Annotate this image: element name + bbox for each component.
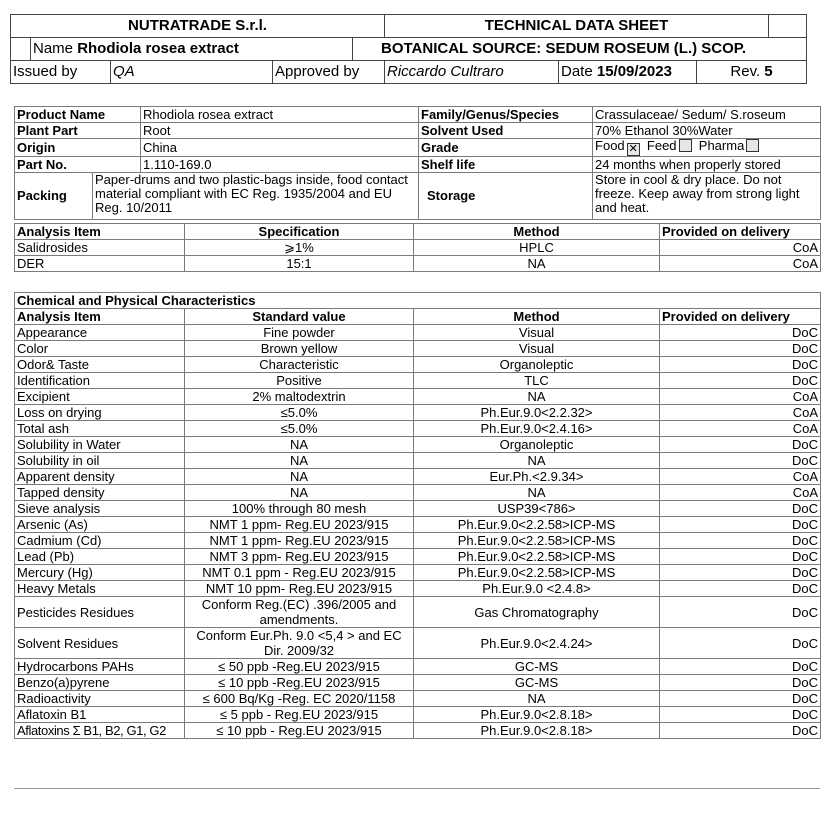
name-label: Name (33, 40, 74, 57)
botanical-source-value: SEDUM ROSEUM (L.) SCOP. (545, 40, 747, 57)
grade-feed-label: Feed (646, 138, 677, 153)
cell-item: Heavy Metals (15, 581, 185, 597)
cell-standard-value: NA (185, 453, 414, 469)
cell-item: Cadmium (Cd) (15, 533, 185, 549)
solvent-value: 70% Ethanol 30%Water (593, 123, 821, 139)
col-header-analysis-item: Analysis Item (15, 224, 185, 240)
col-header-method: Method (414, 224, 660, 240)
cell-item: Solubility in oil (15, 453, 185, 469)
cell-item: Aflatoxins Σ B1, B2, G1, G2 (15, 723, 185, 739)
cell-provided: DoC (660, 373, 821, 389)
cell-method: Ph.Eur.9.0<2.4.16> (414, 421, 660, 437)
cell-method: USP39<786> (414, 501, 660, 517)
product-info-table (14, 106, 821, 220)
cell-item: Color (15, 341, 185, 357)
cell-standard-value: NMT 1 ppm- Reg.EU 2023/915 (185, 533, 414, 549)
cell-standard-value: 2% maltodextrin (185, 389, 414, 405)
cell-item: Lead (Pb) (15, 549, 185, 565)
bottom-divider (14, 788, 820, 789)
table-row (15, 597, 821, 628)
cell-method: Organoleptic (414, 437, 660, 453)
cell-item: Salidrosides (15, 240, 185, 256)
cell-provided: DoC (660, 501, 821, 517)
cell-standard-value: ≤5.0% (185, 405, 414, 421)
cell-standard-value: Brown yellow (185, 341, 414, 357)
cell-standard-value: ≤ 50 ppb -Reg.EU 2023/915 (185, 659, 414, 675)
chemical-physical-table (14, 292, 821, 739)
cell-method: GC-MS (414, 659, 660, 675)
cell-method: Organoleptic (414, 357, 660, 373)
cell-item: Hydrocarbons PAHs (15, 659, 185, 675)
col-header-analysis-item: Analysis Item (15, 309, 185, 325)
cell-spec: 15:1 (185, 256, 414, 272)
cell-method: Ph.Eur.9.0<2.2.58>ICP-MS (414, 549, 660, 565)
cell-provided: DoC (660, 691, 821, 707)
cell-standard-value: Conform Eur.Ph. 9.0 <5,4 > and EC Dir. 2009/32 (185, 628, 414, 659)
section-title: Chemical and Physical Characteristics (15, 293, 821, 309)
table-row (15, 659, 821, 675)
approved-by-label: Approved by (273, 61, 385, 84)
cell-item: Mercury (Hg) (15, 565, 185, 581)
cell-provided: CoA (660, 256, 821, 272)
cell-provided: DoC (660, 437, 821, 453)
cell-provided: DoC (660, 581, 821, 597)
cell-method: Visual (414, 341, 660, 357)
cell-method: Gas Chromatography (414, 597, 660, 628)
cell-item: Solvent Residues (15, 628, 185, 659)
cell-method: Eur.Ph.<2.9.34> (414, 469, 660, 485)
table-row (15, 373, 821, 389)
cell-item: DER (15, 256, 185, 272)
cell-method: NA (414, 691, 660, 707)
cell-provided: CoA (660, 240, 821, 256)
cell-method: NA (414, 256, 660, 272)
packing-value: Paper-drums and two plastic-bags inside, food contact material compliant with EC Reg. 1935/2004 and EU Reg. 10/2011 (93, 173, 419, 220)
cell-item: Apparent density (15, 469, 185, 485)
cell-standard-value: NMT 1 ppm- Reg.EU 2023/915 (185, 517, 414, 533)
grade-pharma-checkbox[interactable] (746, 139, 759, 152)
document-header (10, 14, 807, 84)
table-row (15, 437, 821, 453)
cell-item: Aflatoxin B1 (15, 707, 185, 723)
cell-provided: DoC (660, 453, 821, 469)
plant-part-value: Root (141, 123, 419, 139)
shelf-life-label: Shelf life (419, 157, 593, 173)
cell-item: Pesticides Residues (15, 597, 185, 628)
packing-label: Packing (15, 173, 93, 220)
grade-food-checkbox[interactable]: ✕ (628, 143, 638, 155)
cell-standard-value: ≤ 10 ppb - Reg.EU 2023/915 (185, 723, 414, 739)
family-label: Family/Genus/Species (419, 107, 593, 123)
table-row (15, 549, 821, 565)
cell-standard-value: Characteristic (185, 357, 414, 373)
cell-item: Tapped density (15, 485, 185, 501)
analysis-header-row (15, 224, 821, 240)
name-value: Rhodiola rosea extract (77, 40, 239, 57)
company-name: NUTRATRADE S.r.l. (11, 15, 385, 38)
cell-provided: DoC (660, 707, 821, 723)
cell-standard-value: ≤ 5 ppb - Reg.EU 2023/915 (185, 707, 414, 723)
cell-method: Ph.Eur.9.0<2.2.32> (414, 405, 660, 421)
cell-provided: CoA (660, 389, 821, 405)
cell-standard-value: ≤5.0% (185, 421, 414, 437)
grade-feed-checkbox[interactable] (679, 139, 692, 152)
cell-method: Ph.Eur.9.0<2.4.24> (414, 628, 660, 659)
cell-provided: DoC (660, 325, 821, 341)
cell-standard-value: Positive (185, 373, 414, 389)
cell-provided: DoC (660, 628, 821, 659)
grade-food-label: Food (595, 138, 625, 153)
cell-provided: DoC (660, 357, 821, 373)
origin-label: Origin (15, 139, 141, 157)
table-row (15, 453, 821, 469)
part-no-value: 1.110-169.0 (141, 157, 419, 173)
table-row (15, 707, 821, 723)
table-row (15, 628, 821, 659)
cell-standard-value: 100% through 80 mesh (185, 501, 414, 517)
cell-method: NA (414, 453, 660, 469)
cell-method: Ph.Eur.9.0<2.2.58>ICP-MS (414, 533, 660, 549)
cell-method: NA (414, 485, 660, 501)
cell-standard-value: ≤ 10 ppb -Reg.EU 2023/915 (185, 675, 414, 691)
table-row (15, 389, 821, 405)
cell-item: Loss on drying (15, 405, 185, 421)
botanical-source-field (353, 38, 807, 61)
cell-standard-value: NMT 10 ppm- Reg.EU 2023/915 (185, 581, 414, 597)
cell-standard-value: NA (185, 485, 414, 501)
approved-by-value: Riccardo Cultraro (385, 61, 559, 84)
cell-item: Excipient (15, 389, 185, 405)
revision-field (697, 61, 807, 84)
table-row (15, 485, 821, 501)
table-row (15, 421, 821, 437)
cell-provided: DoC (660, 723, 821, 739)
col-header-method: Method (414, 309, 660, 325)
family-value: Crassulaceae/ Sedum/ S.roseum (593, 107, 821, 123)
cell-item: Odor& Taste (15, 357, 185, 373)
cell-item: Identification (15, 373, 185, 389)
cell-spec: ⩾1% (185, 240, 414, 256)
table-row (15, 469, 821, 485)
cell-provided: DoC (660, 659, 821, 675)
cell-provided: DoC (660, 565, 821, 581)
botanical-source-label: BOTANICAL SOURCE: (381, 40, 542, 57)
document-title: TECHNICAL DATA SHEET (385, 15, 769, 38)
cell-provided: CoA (660, 485, 821, 501)
table-row (15, 675, 821, 691)
shelf-life-value: 24 months when properly stored (593, 157, 821, 173)
table-row (15, 517, 821, 533)
cell-provided: DoC (660, 517, 821, 533)
storage-value: Store in cool & dry place. Do not freeze. Keep away from strong light and heat. (593, 173, 821, 220)
cell-item: Benzo(a)pyrene (15, 675, 185, 691)
cell-method: Ph.Eur.9.0<2.2.58>ICP-MS (414, 517, 660, 533)
chemical-header-row (15, 309, 821, 325)
table-row (15, 240, 821, 256)
cell-method: GC-MS (414, 675, 660, 691)
cell-provided: DoC (660, 341, 821, 357)
table-row (15, 723, 821, 739)
cell-item: Appearance (15, 325, 185, 341)
table-row (15, 341, 821, 357)
grade-label: Grade (419, 139, 593, 157)
cell-standard-value: ≤ 600 Bq/Kg -Reg. EC 2020/1158 (185, 691, 414, 707)
product-name-field (31, 38, 353, 61)
cell-method: NA (414, 389, 660, 405)
cell-standard-value: NMT 3 ppm- Reg.EU 2023/915 (185, 549, 414, 565)
cell-item: Radioactivity (15, 691, 185, 707)
cell-provided: DoC (660, 549, 821, 565)
cell-item: Solubility in Water (15, 437, 185, 453)
col-header-standard-value: Standard value (185, 309, 414, 325)
date-label: Date (561, 63, 593, 80)
cell-item: Sieve analysis (15, 501, 185, 517)
cell-method: Ph.Eur.9.0 <2.4.8> (414, 581, 660, 597)
cell-provided: DoC (660, 597, 821, 628)
cell-item: Arsenic (As) (15, 517, 185, 533)
grade-options (593, 139, 821, 157)
cell-item: Total ash (15, 421, 185, 437)
cell-standard-value: NA (185, 437, 414, 453)
table-row (15, 501, 821, 517)
cell-method: HPLC (414, 240, 660, 256)
cell-provided: CoA (660, 421, 821, 437)
cell-standard-value: Fine powder (185, 325, 414, 341)
col-header-provided: Provided on delivery (660, 224, 821, 240)
cell-provided: DoC (660, 675, 821, 691)
date-field (559, 61, 697, 84)
cell-provided: CoA (660, 405, 821, 421)
cell-standard-value: NMT 0.1 ppm - Reg.EU 2023/915 (185, 565, 414, 581)
cell-standard-value: NA (185, 469, 414, 485)
issued-by-value: QA (111, 61, 273, 84)
col-header-specification: Specification (185, 224, 414, 240)
table-row (15, 357, 821, 373)
table-row (15, 533, 821, 549)
table-row (15, 565, 821, 581)
cell-method: Ph.Eur.9.0<2.8.18> (414, 723, 660, 739)
header-spacer-cell (11, 38, 31, 61)
issued-by-label: Issued by (11, 61, 111, 84)
table-row (15, 405, 821, 421)
origin-value: China (141, 139, 419, 157)
table-row (15, 581, 821, 597)
table-row (15, 256, 821, 272)
product-name-value: Rhodiola rosea extract (141, 107, 419, 123)
revision-value: 5 (764, 63, 773, 80)
plant-part-label: Plant Part (15, 123, 141, 139)
revision-label: Rev. (730, 63, 761, 80)
cell-provided: CoA (660, 469, 821, 485)
cell-method: Ph.Eur.9.0<2.2.58>ICP-MS (414, 565, 660, 581)
part-no-label: Part No. (15, 157, 141, 173)
solvent-label: Solvent Used (419, 123, 593, 139)
storage-label: Storage (419, 173, 593, 220)
table-row (15, 325, 821, 341)
grade-pharma-label: Pharma (698, 138, 745, 153)
product-name-label: Product Name (15, 107, 141, 123)
cell-provided: DoC (660, 533, 821, 549)
header-corner-cell (769, 15, 807, 38)
cell-standard-value: Conform Reg.(EC) .396/2005 and amendments. (185, 597, 414, 628)
table-row (15, 691, 821, 707)
date-value: 15/09/2023 (596, 63, 672, 80)
analysis-table (14, 223, 821, 272)
cell-method: Ph.Eur.9.0<2.8.18> (414, 707, 660, 723)
cell-method: TLC (414, 373, 660, 389)
col-header-provided: Provided on delivery (660, 309, 821, 325)
cell-method: Visual (414, 325, 660, 341)
